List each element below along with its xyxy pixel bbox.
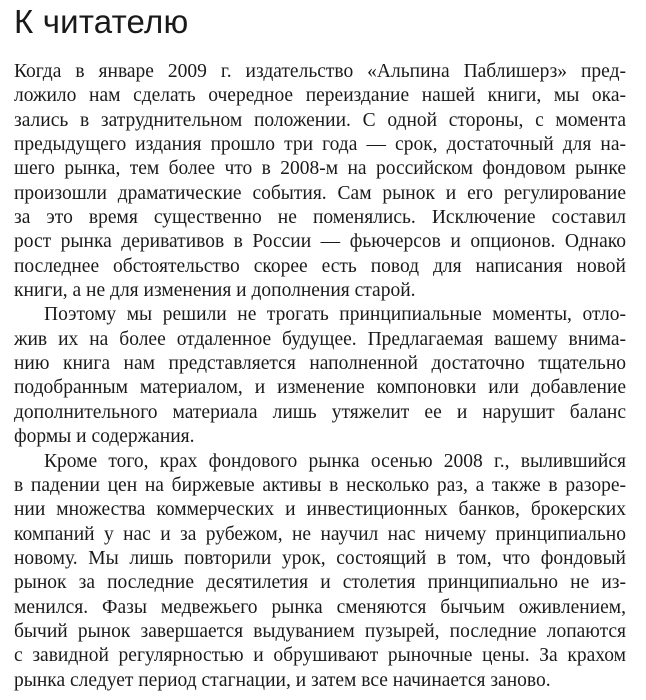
text-line: шего рынка, тем более что в 2008-м на российском фондовом рынке: [14, 158, 626, 180]
text-line: в падении цен на биржевые активы в несколько раз, а также в разоре-: [14, 474, 626, 496]
text-line: ложило нам сделать очередное переиздание нашей книги, мы ока-: [14, 85, 626, 107]
text-line: последнее обстоятельство скорее есть повод для написания новой: [14, 255, 626, 277]
paragraph: [14, 450, 626, 693]
text-line: менился. Фазы медвежьего рынка сменяются бычьим оживлением,: [14, 596, 626, 618]
text-line: рост рынка деривативов в России — фьючерсов и опционов. Однако: [14, 231, 626, 253]
text-line: новому. Мы лишь повторили урок, состоящий в том, что фондовый: [14, 547, 626, 569]
text-line: жив их на более отдаленное будущее. Предлагаемая вашему внима-: [14, 328, 626, 350]
paragraph: [14, 303, 626, 449]
text-line: дополнительного материала лишь утяжелит ее и нарушит баланс: [14, 401, 626, 423]
text-line: предыдущего издания прошло три года — срок, достаточный для на-: [14, 134, 626, 156]
text-line: формы и содержания.: [14, 426, 195, 448]
paragraph: [14, 60, 626, 303]
text-line: нии множества коммерческих и инвестиционных банков, брокерских: [14, 499, 626, 521]
text-line: компаний у нас и за рубежом, не научил нас ничему принципиально: [14, 523, 626, 545]
text-line: Поэтому мы решили не трогать принципиальные моменты, отло-: [44, 304, 626, 326]
text-line: рынок за последние десятилетия и столетия принципиально не из-: [14, 572, 626, 594]
text-line: нию книга нам представляется наполненной достаточно тщательно: [14, 353, 626, 375]
body-text: [14, 60, 626, 693]
text-line: Когда в январе 2009 г. издательство «Альпина Паблишерз» пред-: [14, 61, 626, 82]
text-line: зались в затруднительном положении. С одной стороны, с момента: [14, 109, 626, 131]
chapter-heading: К читателю: [14, 3, 189, 40]
text-line: бычий рынок завершается выдуванием пузырей, последние лопаются: [14, 620, 626, 642]
text-line: книги, а не для изменения и дополнения старой.: [14, 280, 416, 302]
text-line: подобранным материалом, и изменение компоновки или добавление: [14, 377, 626, 399]
text-line: с завидной регулярностью и обрушивают рыночные цены. За крахом: [14, 645, 626, 667]
text-line: Кроме того, крах фондового рынка осенью 2008 г., вылившийся: [44, 450, 626, 472]
text-line: произошли драматические события. Сам рынок и его регулирование: [14, 182, 626, 204]
text-line: за это время существенно не поменялись. Исключение составил: [14, 207, 626, 229]
text-line: рынка следует период стагнации, и затем все начинается заново.: [14, 669, 551, 691]
